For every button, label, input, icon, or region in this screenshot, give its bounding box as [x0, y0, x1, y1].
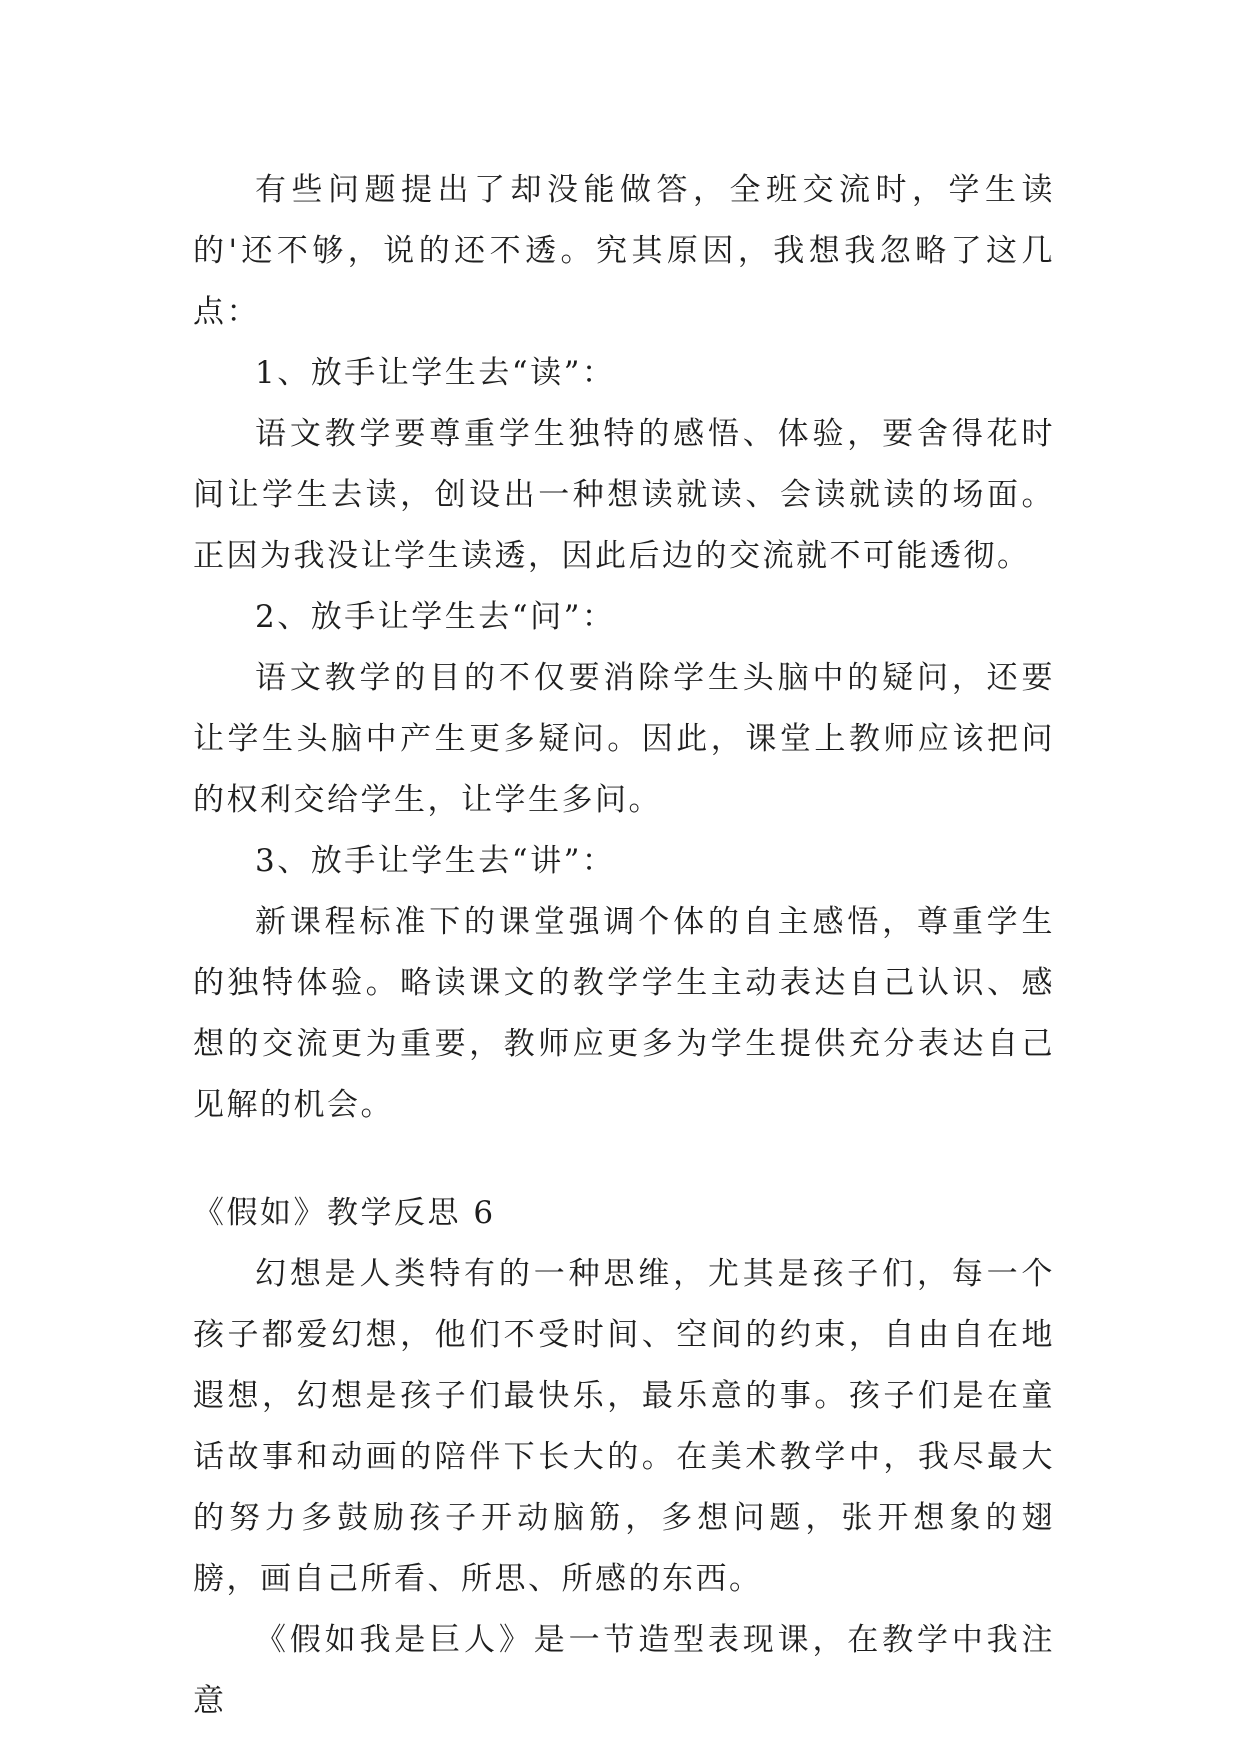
- paragraph-5: 幻想是人类特有的一种思维，尤其是孩子们，每一个孩子都爱幻想，他们不受时间、空间的约束，自由自在地遐想，幻想是孩子们最快乐，最乐意的事。孩子们是在童话故事和动画的陪伴下长大的。在美术教学中，我尽最大的努力多鼓励孩子开动脑筋，多想问题，张开想象的翅膀，画自己所看、所思、所感的东西。: [193, 1256, 1055, 1597]
- document-body: [193, 160, 1055, 1732]
- list-item-speak: 3、放手让学生去“讲”：: [255, 843, 616, 879]
- paragraph-3: 语文教学的目的不仅要消除学生头脑中的疑问，还要让学生头脑中产生更多疑问。因此，课堂上教师应该把问的权利交给学生，让学生多问。: [193, 660, 1055, 818]
- paragraph-4: 新课程标准下的课堂强调个体的自主感悟，尊重学生的独特体验。略读课文的教学学生主动表达自己认识、感想的交流更为重要，教师应更多为学生提供充分表达自己见解的机会。: [193, 904, 1055, 1123]
- list-item-ask: 2、放手让学生去“问”：: [255, 599, 616, 635]
- paragraph-2: 语文教学要尊重学生独特的感悟、体验，要舍得花时间让学生去读，创设出一种想读就读、会读就读的场面。正因为我没让学生读透，因此后边的交流就不可能透彻。: [193, 416, 1055, 574]
- paragraph-1: 有些问题提出了却没能做答，全班交流时，学生读的'还不够，说的还不透。究其原因，我想我忽略了这几点：: [193, 172, 1055, 330]
- list-item-read: 1、放手让学生去“读”：: [255, 355, 616, 391]
- section-heading: 《假如》教学反思 6: [193, 1195, 496, 1231]
- paragraph-6: 《假如我是巨人》是一节造型表现课，在教学中我注意: [193, 1622, 1055, 1719]
